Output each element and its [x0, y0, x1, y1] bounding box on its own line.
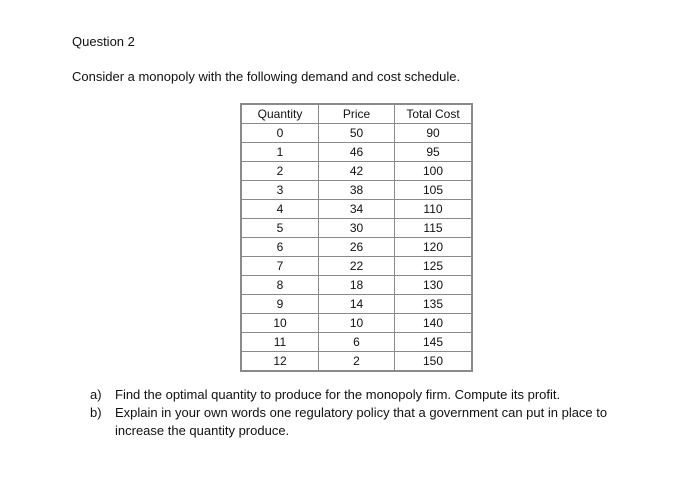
task-text: Find the optimal quantity to produce for the monopoly firm. Compute its profit. — [115, 387, 561, 402]
cell-price: 6 — [319, 333, 395, 352]
cell-quantity: 10 — [242, 314, 319, 333]
cell-price: 34 — [319, 200, 395, 219]
cell-price: 22 — [319, 257, 395, 276]
cell-total-cost: 115 — [395, 219, 472, 238]
cell-quantity: 2 — [242, 162, 319, 181]
cell-price: 42 — [319, 162, 395, 181]
question-title: Question 2 — [72, 34, 135, 49]
cell-quantity: 11 — [242, 333, 319, 352]
cell-quantity: 1 — [242, 143, 319, 162]
cell-total-cost: 110 — [395, 200, 472, 219]
cell-price: 18 — [319, 276, 395, 295]
table-row — [242, 162, 472, 181]
table-row — [242, 124, 472, 143]
header-total-cost: Total Cost — [395, 105, 472, 124]
cell-total-cost: 105 — [395, 181, 472, 200]
table-row — [242, 352, 472, 371]
table-row — [242, 257, 472, 276]
cell-price: 50 — [319, 124, 395, 143]
table-row — [242, 333, 472, 352]
table-row — [242, 181, 472, 200]
table-row — [242, 276, 472, 295]
task-item-b — [90, 404, 650, 440]
cell-price: 38 — [319, 181, 395, 200]
cell-price: 26 — [319, 238, 395, 257]
cell-price: 46 — [319, 143, 395, 162]
header-price: Price — [319, 105, 395, 124]
cell-price: 10 — [319, 314, 395, 333]
cell-total-cost: 150 — [395, 352, 472, 371]
cell-total-cost: 120 — [395, 238, 472, 257]
cell-total-cost: 140 — [395, 314, 472, 333]
cell-quantity: 7 — [242, 257, 319, 276]
table-body — [242, 124, 472, 371]
table-header-row — [242, 105, 472, 124]
cell-total-cost: 130 — [395, 276, 472, 295]
table-row — [242, 143, 472, 162]
task-marker: a) — [90, 387, 102, 402]
cell-total-cost: 95 — [395, 143, 472, 162]
table-row — [242, 314, 472, 333]
demand-cost-table — [241, 104, 472, 371]
table-row — [242, 238, 472, 257]
task-text: Explain in your own words one regulatory policy that a government can put in place to increase the quantity produce. — [115, 405, 608, 438]
cell-price: 2 — [319, 352, 395, 371]
cell-total-cost: 100 — [395, 162, 472, 181]
header-quantity: Quantity — [242, 105, 319, 124]
table-row — [242, 219, 472, 238]
cell-price: 14 — [319, 295, 395, 314]
question-intro: Consider a monopoly with the following demand and cost schedule. — [72, 69, 461, 84]
cell-total-cost: 125 — [395, 257, 472, 276]
task-list — [90, 386, 650, 440]
cell-quantity: 8 — [242, 276, 319, 295]
cell-total-cost: 145 — [395, 333, 472, 352]
cell-quantity: 0 — [242, 124, 319, 143]
task-item-a — [90, 386, 650, 404]
cell-quantity: 12 — [242, 352, 319, 371]
cell-total-cost: 90 — [395, 124, 472, 143]
cell-quantity: 4 — [242, 200, 319, 219]
cell-quantity: 9 — [242, 295, 319, 314]
cell-price: 30 — [319, 219, 395, 238]
task-marker: b) — [90, 405, 102, 420]
cell-total-cost: 135 — [395, 295, 472, 314]
table-row — [242, 200, 472, 219]
cell-quantity: 6 — [242, 238, 319, 257]
cell-quantity: 5 — [242, 219, 319, 238]
table-row — [242, 295, 472, 314]
cell-quantity: 3 — [242, 181, 319, 200]
